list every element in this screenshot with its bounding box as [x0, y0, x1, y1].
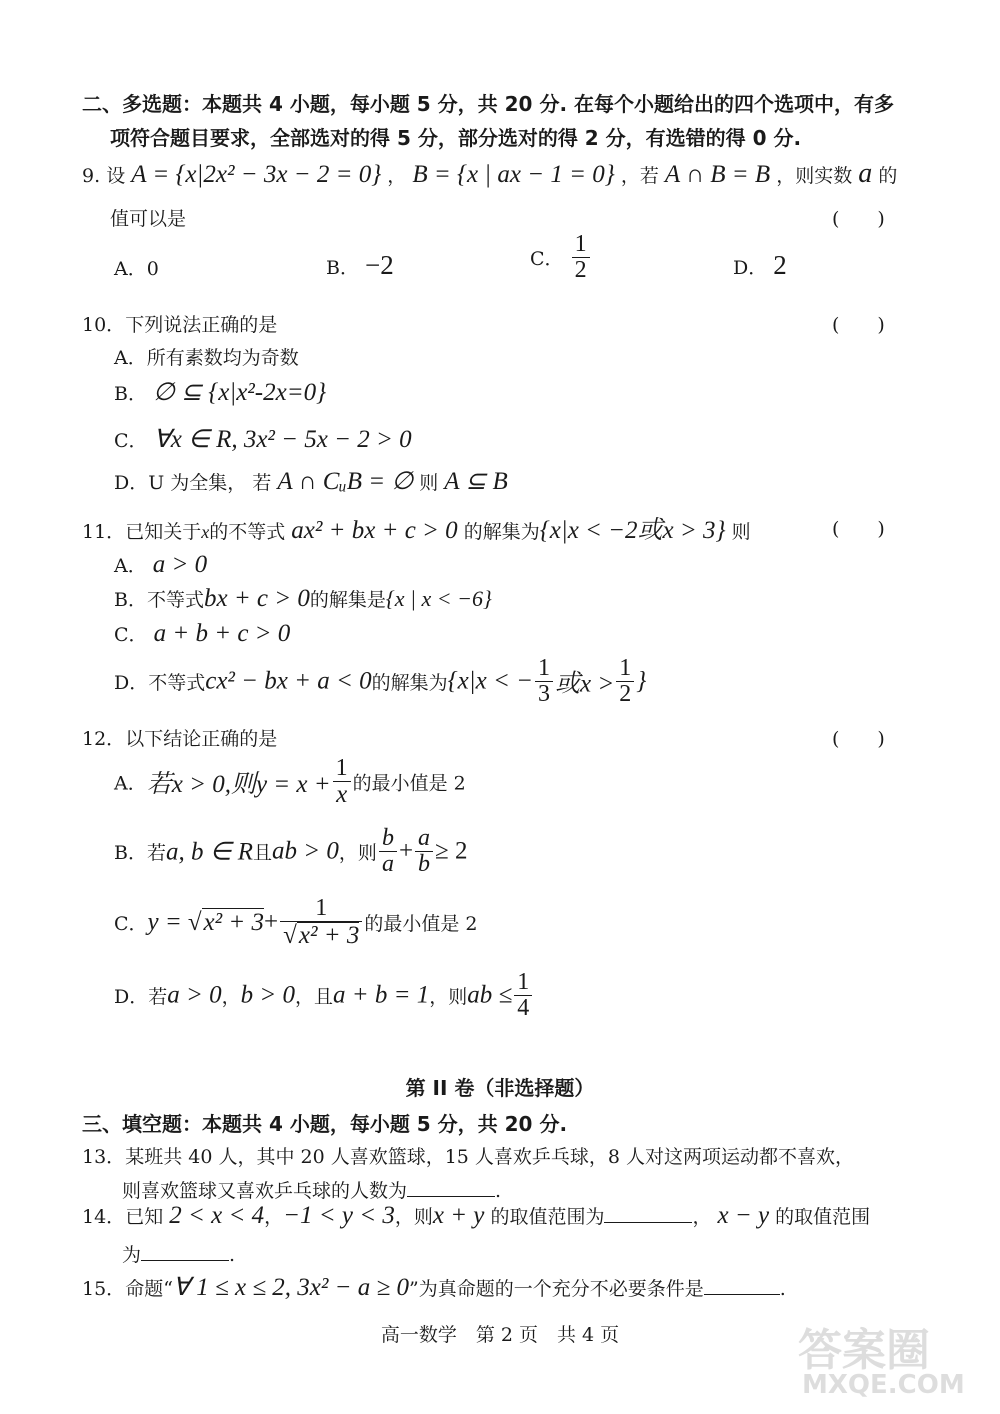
q10-stem-text: 下列说法正确的是 — [125, 314, 278, 336]
q14-p2: ， — [264, 1206, 284, 1228]
q11-option-a — [114, 551, 207, 579]
q9-option-c-num: 1 — [572, 232, 590, 258]
q14-m3: x + y — [432, 1202, 485, 1229]
q9-mid: ，若 — [620, 165, 659, 187]
q13-number: 13． — [82, 1146, 126, 1168]
q9-answer-paren: ( ) — [832, 208, 885, 230]
q12-option-d — [114, 970, 534, 1021]
q14-line2-text: 为 — [122, 1244, 142, 1266]
q10-option-c-label: C． — [114, 430, 148, 452]
q12-option-d-frac-den: 4 — [517, 995, 530, 1022]
q15-answer-blank[interactable] — [704, 1276, 780, 1295]
q12-option-d-m1: a > 0 — [167, 981, 222, 1009]
q12-option-b-frac1-den: a — [381, 851, 394, 878]
q12-number: 12． — [82, 728, 126, 750]
q12-option-d-frac — [514, 970, 532, 1021]
q11-option-b-label: B．不等式 — [114, 589, 204, 611]
q14-answer-blank-1[interactable] — [604, 1204, 692, 1223]
q12-option-c-label: C． — [114, 913, 148, 936]
q10-answer-paren: ( ) — [832, 314, 885, 336]
q9-suffix: ，则实数 — [776, 165, 853, 187]
q14-m1: 2 < x < 4 — [169, 1202, 265, 1229]
q14-line1 — [82, 1202, 870, 1230]
q10-option-a: A．所有素数均为奇数 — [114, 347, 299, 369]
q15-line — [82, 1272, 786, 1302]
q10-option-d-math1: A ∩ CᵤB = ∅ — [277, 468, 414, 495]
q9-option-b-value: −2 — [365, 250, 394, 280]
q12-option-c-frac-num: 1 — [280, 896, 362, 922]
q11-option-d — [114, 656, 646, 707]
q11-stem2: 的不等式 — [209, 521, 286, 543]
q10-option-c — [114, 424, 412, 454]
q12-option-a-frac-num: 1 — [333, 756, 351, 782]
section3-title: 三、填空题：本题共 4 小题，每小题 5 分，共 20 分. — [82, 1112, 568, 1136]
q9-number: 9. — [82, 165, 101, 187]
q12-option-a-math: 若x > 0,则y = x + — [146, 771, 331, 799]
q12-option-c-frac-den-wrap: √x² + 3 — [283, 922, 360, 950]
q12-option-b-label: B．若 — [114, 842, 166, 865]
q10-option-b-math: ∅ ⊆ {x|x²-2x=0} — [153, 379, 327, 406]
q14-answer-blank-2[interactable] — [141, 1242, 229, 1261]
q13-line2 — [122, 1176, 501, 1203]
q11-answer-paren: ( ) — [832, 518, 885, 540]
q10-option-d-then: 则 — [419, 472, 439, 494]
q11-number: 11． — [82, 521, 126, 543]
q11-option-b-math: bx + c > 0 — [203, 585, 310, 612]
q11-option-b — [114, 585, 492, 613]
q14-m2: −1 < y < 3 — [283, 1202, 395, 1229]
q12-option-c-plus: + — [264, 908, 279, 936]
q9-stem-prefix: 设 — [106, 165, 126, 187]
q12-option-a-label: A． — [114, 772, 147, 795]
q10-stem — [82, 310, 277, 337]
q12-option-d-frac-num: 1 — [514, 970, 532, 996]
q12-option-d-then: ，则 — [429, 986, 468, 1009]
q12-option-c-sqrt-sign: √x² + 3 — [187, 909, 265, 937]
q15-p2: ”为真命题的一个充分不必要条件是 — [408, 1278, 704, 1300]
q12-option-b-math2: ab > 0 — [272, 837, 339, 865]
q11-option-d-mid: 的解集为 — [371, 672, 448, 695]
q11-option-d-frac1-num: 1 — [535, 656, 553, 682]
q9-tail: 的 — [878, 165, 898, 187]
q10-option-b-label: B． — [114, 383, 147, 405]
q9-option-c-frac — [572, 232, 590, 283]
q11-option-b-set: {x | x < −6} — [385, 586, 492, 611]
q12-option-d-label: D．若 — [114, 986, 168, 1009]
q12-option-b-frac1 — [379, 826, 397, 877]
q9-var: a — [858, 158, 873, 189]
q12-option-d-and: ，且 — [295, 986, 334, 1009]
q14-p5: ， — [692, 1206, 712, 1228]
q9-comma: ， — [387, 165, 407, 187]
q13-line2-text: 则喜欢篮球又喜欢乒乓球的人数为 — [122, 1180, 408, 1202]
q12-stem — [82, 724, 277, 751]
q11-option-c-label: C． — [114, 624, 148, 646]
q14-p6: 的取值范围 — [775, 1206, 871, 1228]
q11-option-c-math: a + b + c > 0 — [153, 620, 291, 647]
q10-option-d-label: D．U 为全集， 若 — [114, 472, 272, 494]
q12-option-c — [114, 896, 477, 949]
q12-option-b-math1: a, b ∈ R — [165, 838, 254, 866]
q9-option-c-den: 2 — [574, 257, 587, 284]
q12-option-b-frac1-num: b — [379, 826, 397, 852]
q13-line1 — [82, 1142, 854, 1169]
q11-set: {x|x < −2或x > 3} — [539, 517, 726, 544]
q10-option-d-math2: A ⊆ B — [444, 468, 508, 495]
q9-set-a: A = {x|2x² − 3x − 2 = 0} — [131, 161, 382, 188]
watermark-cn: 答案圈 — [798, 1325, 930, 1376]
q12-option-d-m4: ab ≤ — [467, 981, 513, 1009]
q14-p4: 的取值范围为 — [490, 1206, 605, 1228]
q9-option-a: A．0 — [114, 258, 159, 280]
q9-option-c — [530, 232, 592, 283]
q12-option-d-m3: a + b = 1 — [333, 981, 430, 1009]
q12-option-b-plus: + — [398, 837, 414, 865]
q14-p1: 已知 — [125, 1206, 164, 1228]
q11-ineq: ax² + bx + c > 0 — [291, 517, 458, 544]
q12-option-c-frac-den: x² + 3 — [298, 922, 360, 950]
q11-option-b-mid: 的解集是 — [309, 589, 386, 611]
q14-p3: ，则 — [394, 1206, 433, 1228]
q13-answer-blank[interactable] — [407, 1178, 495, 1197]
q15-end: . — [779, 1278, 786, 1300]
q9-set-b: B = {x | ax − 1 = 0} — [412, 161, 615, 188]
q14-line2 — [122, 1240, 235, 1267]
q12-option-b — [114, 826, 468, 877]
q9-option-d — [733, 250, 787, 281]
q10-option-b — [114, 377, 326, 407]
section2-line2: 项符合题目要求，全部选对的得 5 分，部分选对的得 2 分，有选错的得 0 分. — [110, 126, 802, 150]
watermark-logo — [790, 1314, 980, 1406]
q12-option-b-tail: ≥ 2 — [435, 837, 468, 865]
q11-option-d-frac2 — [616, 656, 634, 707]
q12-answer-paren: ( ) — [832, 728, 885, 750]
q13-line1-text: 某班共 40 人，其中 20 人喜欢篮球，15 人喜欢乒乓球，8 人对这两项运动都不喜欢， — [125, 1146, 855, 1168]
q12-option-d-comma: ， — [221, 986, 241, 1009]
q15-m1: ∀ 1 ≤ x ≤ 2, 3x² − a ≥ 0 — [172, 1274, 409, 1301]
q11-option-d-frac1-den: 3 — [537, 681, 550, 708]
q14-number: 14． — [82, 1206, 126, 1228]
section2-line1: 二、多选题：本题共 4 小题，每小题 5 分，共 20 分. 在每个小题给出的四个选项中，有多 — [82, 92, 895, 116]
q15-p1: 命题“ — [125, 1278, 173, 1300]
q11-option-d-frac2-den: 2 — [619, 681, 632, 708]
q12-option-a-frac-den: x — [336, 781, 348, 809]
q11-option-d-frac2-num: 1 — [616, 656, 634, 682]
q12-option-c-frac — [280, 896, 362, 949]
q11-option-d-set1: {x|x < − — [447, 667, 533, 695]
q14-end: . — [229, 1244, 236, 1266]
q12-option-a — [114, 756, 466, 808]
q11-option-c — [114, 620, 290, 648]
q9-option-b — [326, 250, 394, 281]
q12-option-b-then: ，则 — [338, 842, 377, 865]
q11-option-d-label: D．不等式 — [114, 672, 206, 695]
q12-option-b-frac2-den: b — [418, 851, 431, 878]
q15-number: 15． — [82, 1278, 126, 1300]
q12-option-a-tail: 的最小值是 2 — [352, 772, 466, 795]
q12-option-c-math: y = — [147, 908, 182, 936]
q12-option-c-tail: 的最小值是 2 — [364, 913, 478, 936]
q11-stem — [82, 510, 751, 546]
q11-stem3: 的解集为 — [463, 521, 540, 543]
q9-option-d-label: D． — [733, 257, 768, 279]
q12-option-d-m2: b > 0 — [240, 981, 295, 1009]
part2-title: 第 II 卷（非选择题） — [405, 1076, 595, 1100]
q9-option-c-label: C． — [530, 248, 564, 271]
q12-option-a-frac — [333, 756, 351, 808]
q11-option-d-set3: } — [636, 667, 647, 695]
q9-cond: A ∩ B = B — [664, 161, 771, 188]
q11-var: x — [201, 522, 210, 542]
q11-option-a-math: a > 0 — [152, 551, 208, 578]
q11-option-d-math: cx² − bx + a < 0 — [205, 667, 372, 695]
q11-option-a-label: A． — [114, 555, 147, 577]
q12-option-b-frac2-num: a — [415, 826, 433, 852]
q12-option-b-frac2 — [415, 826, 433, 877]
q9-stem — [82, 158, 897, 190]
q14-m4: x − y — [717, 1202, 770, 1229]
q13-end: . — [495, 1180, 502, 1202]
q9-option-b-label: B． — [326, 257, 359, 279]
q12-stem-text: 以下结论正确的是 — [125, 728, 278, 750]
q12-option-c-sqrt: x² + 3 — [203, 909, 265, 937]
q11-stem4: 则 — [731, 521, 751, 543]
q9-option-d-value: 2 — [773, 250, 787, 280]
page-footer: 高一数学 第 2 页 共 4 页 — [380, 1324, 620, 1346]
q10-number: 10． — [82, 314, 126, 336]
q11-option-d-set2: 或x > — [554, 670, 615, 698]
watermark-url: MXQE.COM — [802, 1370, 965, 1400]
q11-option-d-frac1 — [535, 656, 553, 707]
q12-option-b-mid: 且 — [253, 842, 273, 865]
q11-stem1: 已知关于 — [125, 521, 202, 543]
q10-option-c-math: ∀x ∈ R, 3x² − 5x − 2 > 0 — [153, 426, 412, 453]
q10-option-d — [114, 466, 508, 496]
q9-line2: 值可以是 — [110, 208, 187, 230]
